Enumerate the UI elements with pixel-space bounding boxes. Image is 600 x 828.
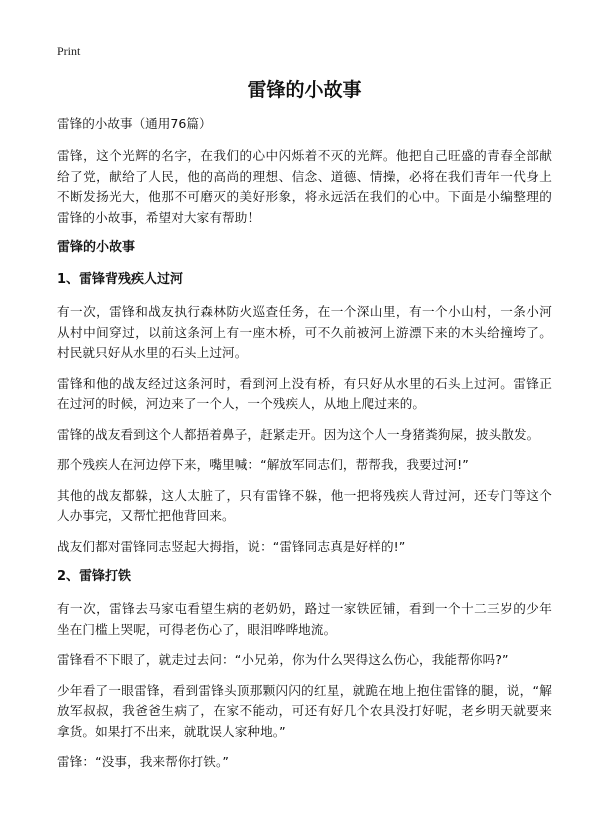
document-subtitle: 雷锋的小故事（通用76篇） — [57, 116, 212, 131]
story2-paragraph: 少年看了一眼雷锋，看到雷锋头顶那颗闪闪的红星，就跪在地上抱住雷锋的腿，说，“解放军叔叔，我爸爸生病了，在家不能动，可还有好几个农具没打好呢，老乡明天就要来拿货。如果打不出来，就耽误人家种地。” — [57, 682, 552, 739]
story2-paragraph: 雷锋：“没事，我来帮你打铁。” — [57, 754, 229, 769]
story1-paragraph: 战友们都对雷锋同志竖起大拇指，说：“雷锋同志真是好样的!” — [57, 538, 406, 554]
section-heading: 雷锋的小故事 — [57, 240, 136, 255]
story1-paragraph: 有一次，雷锋和战友执行森林防火巡查任务，在一个深山里，有一个小山村，一条小河从村中间穿过，以前这条河上有一座木桥，可不久前被河上游漂下来的木头给撞垮了。村民就只好从水里的石头上过河。 — [57, 304, 552, 360]
story2-heading: 2、雷锋打铁 — [57, 569, 132, 584]
story1-paragraph: 其他的战友都躲，这人太脏了，只有雷锋不躲，他一把将残疾人背过河，还专门等这个人办事完，又帮忙把他背回来。 — [57, 487, 552, 523]
story1-heading: 1、雷锋背残疾人过河 — [57, 272, 184, 287]
story2-paragraph: 雷锋看不下眼了，就走过去问：“小兄弟，你为什么哭得这么伤心，我能帮你吗?” — [57, 652, 509, 667]
document-title: 雷锋的小故事 — [247, 79, 362, 101]
story2-paragraph: 有一次，雷锋去马家屯看望生病的老奶奶，路过一家铁匠铺，看到一个十二三岁的少年坐在门槛上哭呢，可得老伤心了，眼泪哗哗地流。 — [57, 601, 552, 637]
print-label[interactable]: Print — [57, 44, 81, 58]
story1-paragraph: 雷锋的战友看到这个人都捂着鼻子，赶紧走开。因为这个人一身猪粪狗屎，披头散发。 — [57, 426, 540, 442]
story1-paragraph: 那个残疾人在河边停下来，嘴里喊：“解放军同志们，帮帮我，我要过河!” — [57, 457, 469, 472]
intro-paragraph: 雷锋，这个光辉的名字，在我们的心中闪烁着不灭的光辉。他把自己旺盛的青春全部献给了党，献给了人民，他的高尚的理想、信念、道德、情操，必将在我们青年一代身上不断发扬光大，他那不可磨灭的美好形象，将永远活在我们的心中。下面是小编整理的雷锋的小故事，希望对大家有帮助！ — [57, 148, 552, 225]
story1-paragraph: 雷锋和他的战友经过这条河时，看到河上没有桥，有只好从水里的石头上过河。雷锋正在过河的时候，河边来了一个人，一个残疾人，从地上爬过来的。 — [57, 375, 552, 411]
